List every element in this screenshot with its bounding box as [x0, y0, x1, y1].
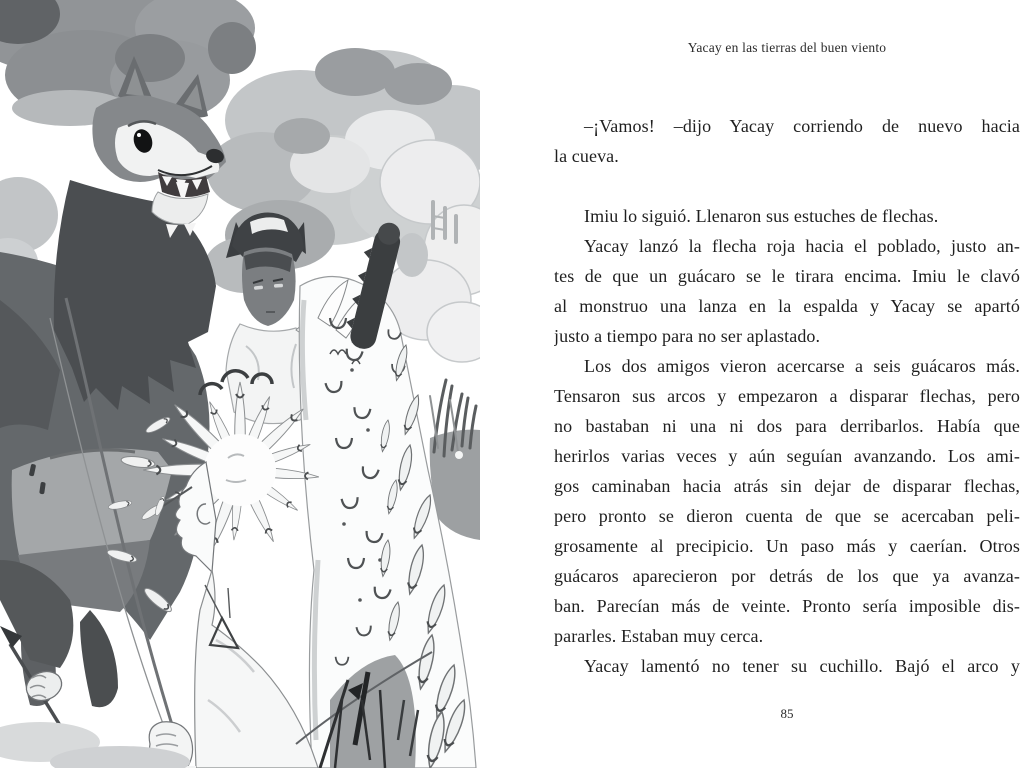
text-line: justo a tiempo para no ser aplastado.: [554, 326, 821, 346]
text-line: Yacay lanzó la flecha roja hacia el poblado, justo an-: [584, 236, 1020, 256]
imiu-eye-right: [274, 284, 283, 288]
pebble: [455, 451, 463, 459]
text-line: tes de que un guácaro se le tirara encima. Imiu le clavó: [554, 266, 1020, 286]
text-line: no bastaban ni una ni dos para derribarlos. Había que: [554, 416, 1020, 436]
text-line: guácaros aparecieron por detrás de los que ya avanza-: [554, 566, 1020, 586]
text-line: pero pronto se dieron cuenta de que se acercaban peli-: [554, 506, 1020, 526]
text-line: pararles. Estaban muy cerca.: [554, 626, 764, 646]
text-line: grosamente al precipicio. Un paso más y caerían. Otros: [554, 536, 1020, 556]
body-text: [554, 111, 1020, 681]
text-line: gos caminaban hacia atrás sin dejar de disparar flechas,: [554, 476, 1020, 496]
text-line: Tensaron sus arcos y empezaron a disparar flechas, pero: [554, 386, 1020, 406]
text-line: Los dos amigos vieron acercarse a seis guácaros más.: [584, 356, 1020, 376]
illustration: [0, 0, 480, 768]
text-line: ban. Parecían más de veinte. Pronto sería imposible dis-: [554, 596, 1020, 616]
text-line: –¡Vamos! –dijo Yacay corriendo de nuevo hacia: [584, 116, 1020, 136]
text-page: [554, 0, 1020, 768]
illustration-page: [0, 0, 480, 768]
text-line: Yacay lamentó no tener su cuchillo. Bajó el arco y: [584, 656, 1020, 676]
text-line: Imiu lo siguió. Llenaron sus estuches de flechas.: [584, 206, 939, 226]
text-line: herirlos varias veces y aún seguían avanzando. Los ami-: [554, 446, 1020, 466]
text-line: al monstruo una lanza en la espalda y Yacay se apartó: [554, 296, 1020, 316]
text-line: la cueva.: [554, 146, 619, 166]
running-header: Yacay en las tierras del buen viento: [687, 40, 887, 55]
page-number: 85: [780, 706, 794, 721]
paragraph-gap: [554, 171, 1020, 201]
